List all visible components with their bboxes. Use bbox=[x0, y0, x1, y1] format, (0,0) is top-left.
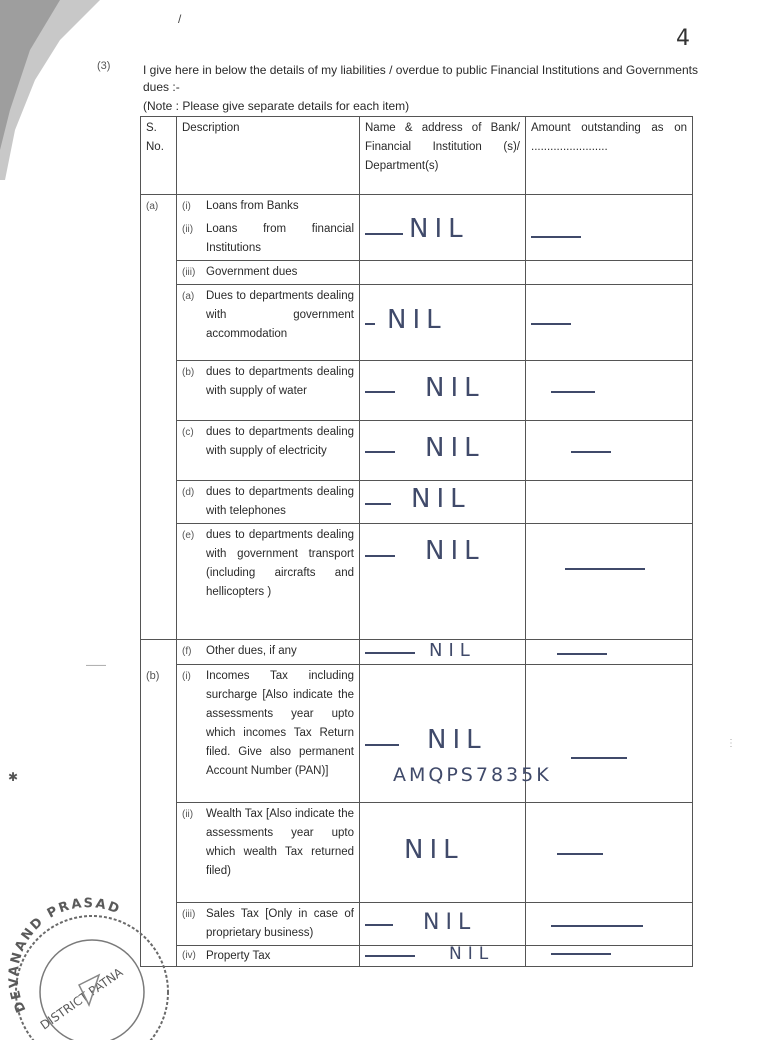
row-amount-cell bbox=[526, 524, 693, 640]
handwritten-dash bbox=[365, 555, 395, 557]
row-desc bbox=[177, 665, 360, 803]
row-amount-cell bbox=[526, 285, 693, 361]
table-row bbox=[141, 524, 693, 640]
row-desc bbox=[177, 524, 360, 640]
handwritten-nil: NIL bbox=[425, 372, 485, 403]
row-sno bbox=[141, 640, 177, 665]
row-mark: (b) bbox=[182, 367, 195, 378]
table-row bbox=[141, 481, 693, 524]
row-amount-cell bbox=[526, 803, 693, 903]
handwritten-nil: NIL bbox=[429, 640, 476, 661]
handwritten-nil: NIL bbox=[404, 834, 464, 865]
row-desc-text: Government dues bbox=[206, 266, 298, 278]
row-sno: (b) bbox=[141, 665, 177, 803]
header-sno: S. No. bbox=[141, 117, 177, 195]
row-mark: (d) bbox=[182, 487, 195, 498]
row-mark: (a) bbox=[182, 291, 195, 302]
row-amount-cell bbox=[526, 195, 693, 219]
table-row bbox=[141, 946, 693, 967]
row-sno bbox=[141, 361, 177, 421]
handwritten-nil: NIL bbox=[427, 725, 487, 755]
row-amount-cell bbox=[526, 361, 693, 421]
scan-shadow bbox=[0, 0, 100, 180]
row-name-cell bbox=[360, 665, 552, 803]
row-desc bbox=[177, 803, 360, 903]
table-row bbox=[141, 261, 693, 285]
handwritten-pan: AMQPS7835K bbox=[393, 764, 552, 786]
row-desc-text: Incomes Tax including surcharge [Also indicate the assessments year upto which incomes Tax Return filed. Give also permanent Account Number (PAN)] bbox=[206, 670, 354, 777]
row-sno bbox=[141, 261, 177, 285]
table-row bbox=[141, 665, 693, 803]
table-row bbox=[141, 903, 693, 946]
handwritten-dash bbox=[365, 924, 393, 926]
header-amount: Amount outstanding as on ........................ bbox=[526, 117, 693, 195]
row-amount-cell bbox=[526, 421, 693, 481]
handwritten-nil: NIL bbox=[425, 536, 485, 566]
handwritten-dash bbox=[365, 652, 415, 654]
row-amount-cell bbox=[526, 481, 693, 524]
row-sno bbox=[141, 285, 177, 361]
header-name-address: Name & address of Bank/ Financial Institution (s)/ Department(s) bbox=[360, 117, 526, 195]
row-sno bbox=[141, 481, 177, 524]
row-desc-text: Loans from financial Institutions bbox=[206, 223, 354, 254]
row-desc bbox=[177, 218, 360, 261]
page-number: 4 bbox=[676, 26, 690, 51]
row-desc bbox=[177, 195, 360, 219]
row-desc bbox=[177, 285, 360, 361]
row-mark: (iii) bbox=[182, 267, 196, 278]
row-desc-text: dues to departments dealing with telephones bbox=[206, 486, 354, 517]
row-sno: (a) bbox=[141, 195, 177, 219]
row-desc bbox=[177, 946, 360, 967]
svg-text:DEVANAND PRASAD: DEVANAND PRASAD bbox=[6, 896, 123, 1015]
row-desc bbox=[177, 903, 360, 946]
row-mark: (i) bbox=[182, 201, 191, 212]
row-desc-text: dues to departments dealing with supply of electricity bbox=[206, 426, 354, 457]
row-sno bbox=[141, 524, 177, 640]
handwritten-dash bbox=[557, 653, 607, 655]
svg-text:DISTRICT PATNA: DISTRICT PATNA bbox=[37, 965, 126, 1033]
handwritten-dash bbox=[551, 925, 643, 927]
row-desc bbox=[177, 481, 360, 524]
row-desc-text: Loans from Banks bbox=[206, 200, 299, 212]
table-row bbox=[141, 285, 693, 361]
row-desc bbox=[177, 640, 360, 665]
handwritten-dash bbox=[571, 757, 627, 759]
row-mark: (f) bbox=[182, 646, 192, 657]
row-name-cell bbox=[360, 261, 526, 285]
row-name-cell bbox=[360, 524, 526, 640]
table-row bbox=[141, 421, 693, 481]
row-amount-cell bbox=[526, 218, 693, 261]
margin-mark: ⋮ bbox=[726, 738, 736, 749]
table-row bbox=[141, 218, 693, 261]
liabilities-table bbox=[140, 116, 693, 967]
handwritten-dash bbox=[531, 323, 571, 325]
row-name-cell bbox=[360, 903, 526, 946]
row-desc bbox=[177, 421, 360, 481]
row-mark: (i) bbox=[182, 671, 191, 682]
handwritten-dash bbox=[365, 323, 375, 325]
handwritten-nil: NIL bbox=[425, 432, 485, 463]
handwritten-nil: NIL bbox=[449, 944, 495, 964]
handwritten-dash bbox=[365, 503, 391, 505]
row-amount-cell bbox=[526, 903, 693, 946]
handwritten-dash bbox=[531, 236, 581, 238]
handwritten-dash bbox=[571, 451, 611, 453]
table-header-row bbox=[141, 117, 693, 195]
handwritten-dash bbox=[565, 568, 645, 570]
handwritten-dash bbox=[551, 953, 611, 955]
row-name-cell bbox=[360, 421, 526, 481]
row-name-cell bbox=[360, 361, 526, 421]
row-desc-text: dues to departments dealing with supply of water bbox=[206, 366, 354, 397]
handwritten-dash bbox=[365, 391, 395, 393]
handwritten-nil: NIL bbox=[409, 214, 469, 244]
row-desc-text: Wealth Tax [Also indicate the assessments year upto which wealth Tax returned filed) bbox=[206, 808, 354, 877]
row-name-cell bbox=[360, 285, 526, 361]
section-number: (3) bbox=[97, 60, 111, 72]
row-name-cell bbox=[360, 214, 526, 261]
row-desc-text: dues to departments dealing with government transport (including aircrafts and hellicopters ) bbox=[206, 529, 354, 598]
margin-mark: ✱ bbox=[8, 770, 19, 784]
row-amount-cell bbox=[526, 946, 693, 967]
header-description: Description bbox=[177, 117, 360, 195]
handwritten-dash bbox=[557, 853, 603, 855]
handwritten-nil: NIL bbox=[387, 304, 447, 335]
row-name-cell bbox=[360, 640, 526, 665]
row-mark: (ii) bbox=[182, 809, 194, 820]
row-desc bbox=[177, 261, 360, 285]
row-desc-text: Dues to departments dealing with government accommodation bbox=[206, 290, 354, 340]
row-name-cell bbox=[360, 803, 526, 903]
row-name-cell bbox=[360, 481, 526, 524]
table-row bbox=[141, 361, 693, 421]
row-mark: (e) bbox=[182, 530, 195, 541]
intro-text: I give here in below the details of my liabilities / overdue to public Financial Institutions and Governments dues :- bbox=[143, 63, 698, 94]
row-amount-cell bbox=[526, 261, 693, 285]
table-row bbox=[141, 640, 693, 665]
official-seal bbox=[4, 880, 174, 1040]
row-sno bbox=[141, 218, 177, 261]
handwritten-dash bbox=[365, 233, 403, 235]
handwritten-nil: NIL bbox=[411, 484, 471, 514]
row-name-cell bbox=[360, 946, 526, 967]
row-desc bbox=[177, 361, 360, 421]
row-desc-text: Other dues, if any bbox=[206, 645, 297, 657]
handwritten-dash bbox=[365, 955, 415, 957]
row-amount-cell bbox=[526, 640, 693, 665]
row-desc-text: Sales Tax [Only in case of proprietary business) bbox=[206, 908, 354, 939]
row-sno bbox=[141, 421, 177, 481]
handwritten-dash bbox=[551, 391, 595, 393]
row-mark: (c) bbox=[182, 427, 194, 438]
row-desc-text: Property Tax bbox=[206, 950, 271, 962]
row-mark: (iii) bbox=[182, 909, 196, 920]
handwritten-dash bbox=[365, 744, 399, 746]
handwritten-dash bbox=[365, 451, 395, 453]
margin-mark: —— bbox=[86, 660, 106, 671]
row-mark: (ii) bbox=[182, 224, 194, 235]
note-text: (Note : Please give separate details for each item) bbox=[143, 99, 410, 113]
stray-mark: / bbox=[178, 12, 182, 26]
table-row bbox=[141, 803, 693, 903]
handwritten-nil: NIL bbox=[423, 909, 477, 935]
row-mark: (iv) bbox=[182, 950, 196, 961]
